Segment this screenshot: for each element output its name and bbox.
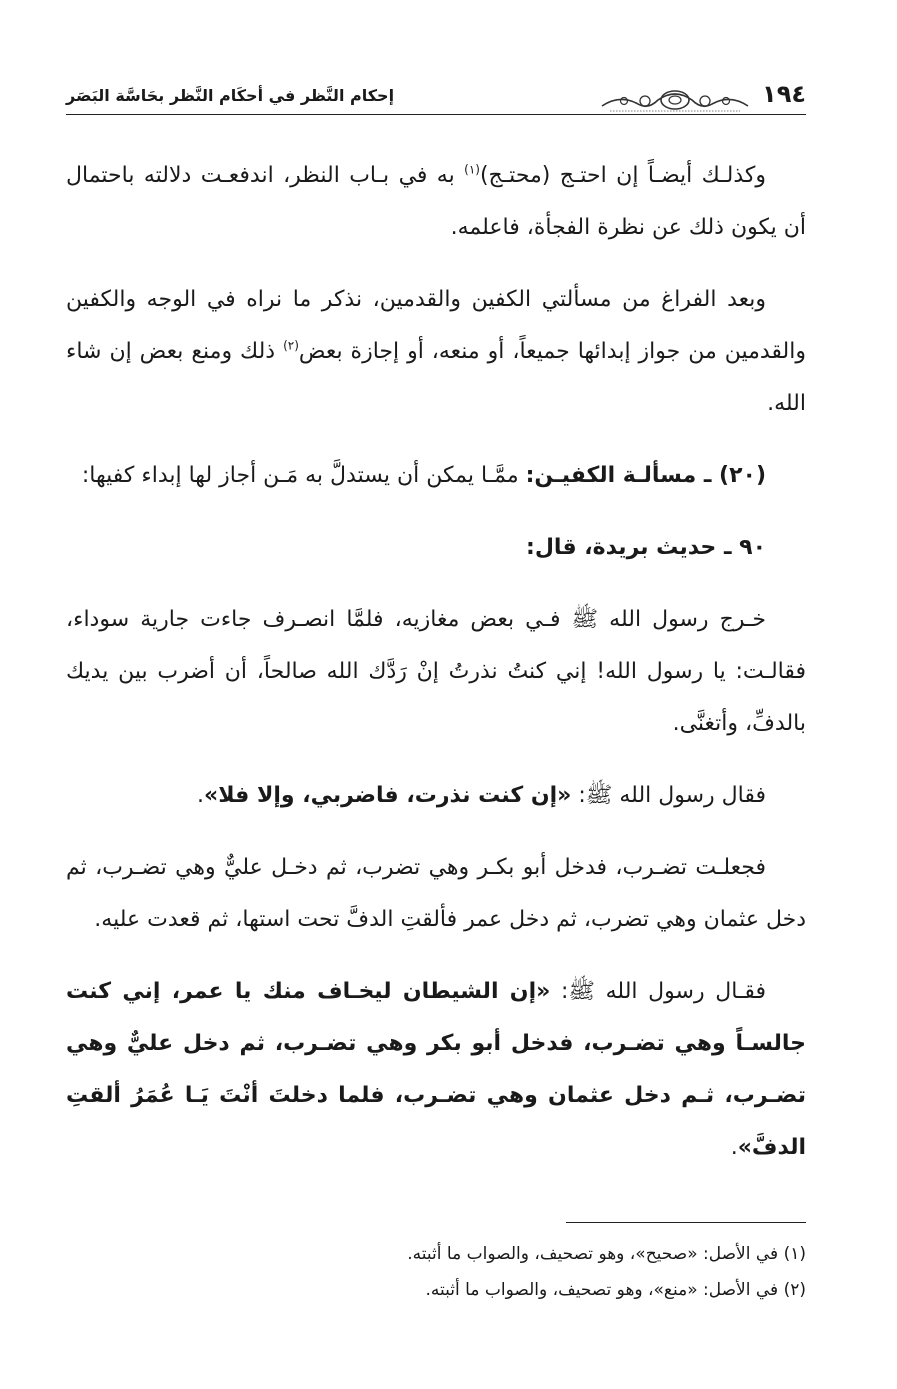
paragraph-2 bbox=[66, 274, 806, 430]
running-title: إحكام النَّظر في أحكَام النَّظر بحَاسَّة البَصَر bbox=[66, 86, 395, 105]
hadith-heading: ٩٠ ـ حديث بريدة، قال: bbox=[526, 535, 766, 560]
footnote-1-number: (١) bbox=[783, 1244, 806, 1264]
paragraph-2-text-a: وبعد الفراغ من مسألتي الكفين والقدمين، نذكر ما نراه في الوجه والكفين والقدمين من جواز إبدائها جميعاً، أو منعه، أو إجازة بعض bbox=[66, 287, 806, 364]
footnote-divider bbox=[566, 1222, 806, 1223]
section-text: ممَّـا يمكن أن يستدلَّ به مَـن أجاز لها إبداء كفيها: bbox=[81, 463, 526, 488]
page-header bbox=[66, 78, 806, 118]
hadith-paragraph-4 bbox=[66, 966, 806, 1174]
paragraph-1-text-b: به في بـاب النظر، اندفعـت دلالته باحتمال أن يكون ذلك عن نظرة الفجأة، فاعلمه. bbox=[66, 163, 806, 240]
hadith-heading-paragraph bbox=[66, 522, 806, 574]
hadith-text-2a: فقال رسول الله ﷺ: bbox=[571, 783, 766, 808]
footnote-2-number: (٢) bbox=[783, 1280, 806, 1300]
section-heading: (٢٠) ـ مسألـة الكفيـن: bbox=[525, 463, 766, 488]
hadith-text-3: فجعلـت تضـرب، فدخل أبو بكـر وهي تضرب، ثم دخـل عليٌّ وهي تضـرب، ثم دخل عثمان وهي تضرب، ثم دخل عمر فألقتِ الدفَّ تحت استها، ثم قعدت عليه. bbox=[66, 855, 806, 932]
hadith-quote-1: «إن كنت نذرت، فاضربي، وإلا فلا» bbox=[203, 783, 572, 808]
footnote-ref-2: (٢) bbox=[283, 338, 299, 353]
section-paragraph bbox=[66, 450, 806, 502]
footnote-ref-1: (١) bbox=[464, 162, 480, 177]
page-number: ١٩٤ bbox=[762, 80, 806, 108]
hadith-text-2c: . bbox=[196, 783, 204, 808]
header-divider bbox=[66, 114, 806, 115]
hadith-paragraph-1 bbox=[66, 594, 806, 750]
hadith-text-4a: فقـال رسول الله ﷺ: bbox=[550, 979, 766, 1004]
paragraph-2-text-b: ذلك ومنع بعض إن شاء الله. bbox=[66, 339, 806, 416]
footnote-1 bbox=[66, 1236, 806, 1272]
hadith-paragraph-3 bbox=[66, 842, 806, 946]
main-text bbox=[66, 150, 806, 1194]
footnote-2-text: في الأصل: «منع»، وهو تصحيف، والصواب ما أثبته. bbox=[425, 1280, 779, 1300]
footnote-1-text: في الأصل: «صحيح»، وهو تصحيف، والصواب ما أثبته. bbox=[407, 1244, 779, 1264]
paragraph-1-text-a: وكذلـك أيضـاً إن احتـج (محتـج) bbox=[479, 163, 766, 188]
hadith-paragraph-2 bbox=[66, 770, 806, 822]
hadith-text-1: خـرج رسول الله ﷺ فـي بعض مغازيه، فلمَّا انصـرف جاءت جارية سوداء، فقالـت: يا رسول الله! إني كنتُ نذرتُ إنْ رَدَّك الله صالحاً، أن أضرب بين يديك بالدفِّ، وأتغنَّى. bbox=[66, 607, 806, 736]
hadith-quote-2: «إن الشيطان ليخـاف منك يا عمر، إني كنت جالسـاً وهي تضـرب، فدخل أبو بكر وهي تضـرب، ثم دخل عليٌّ وهي تضـرب، ثـم دخل عثمان وهي تضـرب، فلما دخلتَ أنْتَ يَـا عُمَرُ ألقتِ الدفَّ» bbox=[66, 979, 806, 1160]
decorative-ornament-icon bbox=[600, 86, 750, 114]
paragraph-1 bbox=[66, 150, 806, 254]
hadith-text-4c: . bbox=[730, 1135, 738, 1160]
footnote-2 bbox=[66, 1272, 806, 1308]
footnotes bbox=[66, 1236, 806, 1308]
